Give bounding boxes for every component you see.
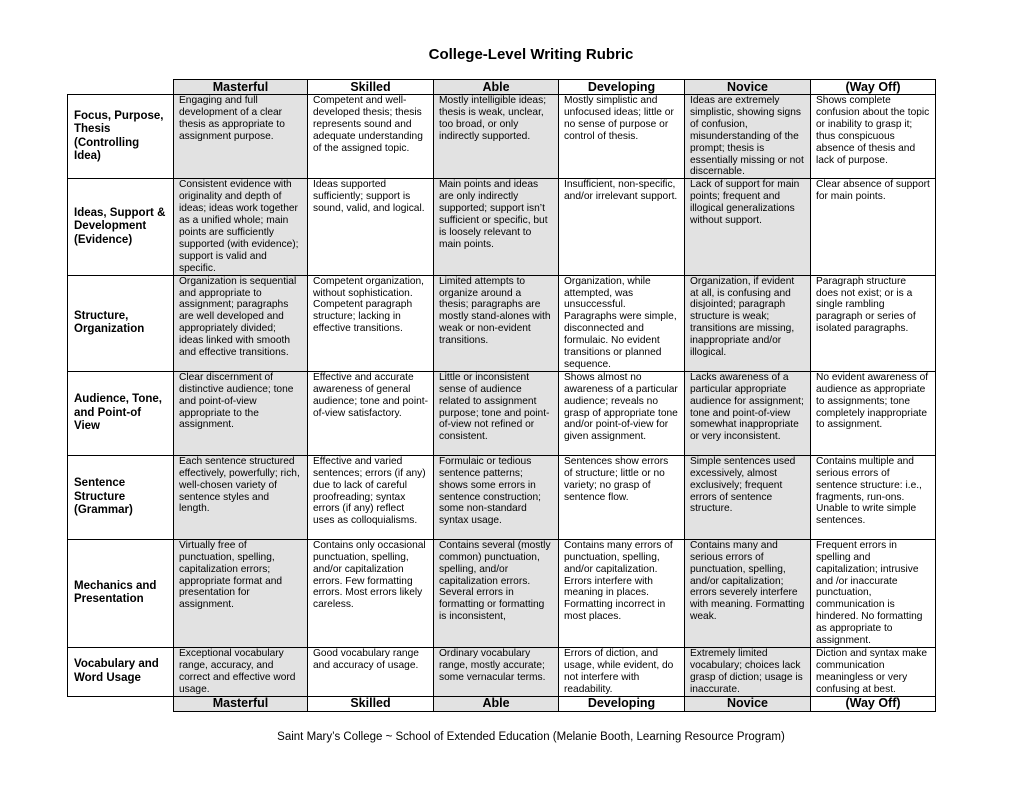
criterion-label: Audience, Tone, and Point-of View [68,371,174,455]
level-footer: Masterful [174,696,308,711]
criterion-label: Focus, Purpose, Thesis (Controlling Idea) [68,95,174,179]
rubric-cell: Contains many and serious errors of punctuation, spelling, and/or capitalization; errors severely interfere with meaning. Formatting weak. [685,539,811,647]
rubric-cell: Little or inconsistent sense of audience related to assignment purpose; tone and point-of-view not refined or consistent. [434,371,559,455]
rubric-cell: Organization, while attempted, was unsuccessful. Paragraphs were simple, disconnected and formulaic. No evident transitions or planned sequence. [559,275,685,371]
rubric-cell: Ideas are extremely simplistic, showing signs of confusion, misunderstanding of the prompt; thesis is essentially missing or not discernable. [685,95,811,179]
rubric-row [68,179,936,275]
rubric-cell: Good vocabulary range and accuracy of usage. [308,648,434,697]
level-header: Novice [685,80,811,95]
rubric-cell: Errors of diction, and usage, while evident, do not interfere with readability. [559,648,685,697]
rubric-cell: Contains multiple and serious errors of sentence structure: i.e., fragments, run-ons. Unable to write simple sentences. [811,455,936,539]
rubric-cell: Clear absence of support for main points. [811,179,936,275]
rubric-cell: Shows complete confusion about the topic or inability to grasp it; thus conspicuous absence of thesis and lack of purpose. [811,95,936,179]
rubric-cell: Ideas supported sufficiently; support is sound, valid, and logical. [308,179,434,275]
rubric-cell: Effective and varied sentences; errors (if any) due to lack of careful proofreading; syntax errors (if any) reflect uses as colloquialisms. [308,455,434,539]
level-header: Skilled [308,80,434,95]
rubric-cell: Simple sentences used excessively, almost exclusively; frequent errors of sentence structure. [685,455,811,539]
level-header: Able [434,80,559,95]
rubric-cell: Consistent evidence with originality and depth of ideas; ideas work together as a unified whole; main points are sufficiently supported (with evidence); support is valid and specific. [174,179,308,275]
footer-header-row [68,696,936,711]
rubric-row [68,539,936,647]
rubric-cell: No evident awareness of audience as appropriate to assignments; tone completely inappropriate to assignment. [811,371,936,455]
rubric-table [67,79,936,712]
rubric-cell: Lack of support for main points; frequent and illogical generalizations without support. [685,179,811,275]
rubric-cell: Organization, if evident at all, is confusing and disjointed; paragraph structure is weak; transitions are missing, inappropriate and/or illogical. [685,275,811,371]
page-footer: Saint Mary’s College ~ School of Extended Education (Melanie Booth, Learning Resource Program) [277,731,785,743]
level-footer: Able [434,696,559,711]
rubric-row [68,648,936,697]
rubric-cell: Insufficient, non-specific, and/or irrelevant support. [559,179,685,275]
rubric-cell: Clear discernment of distinctive audience; tone and point-of-view appropriate to the assignment. [174,371,308,455]
rubric-cell: Engaging and full development of a clear thesis as appropriate to assignment purpose. [174,95,308,179]
rubric-cell: Contains many errors of punctuation, spelling, and/or capitalization. Errors interfere with meaning in places. Formatting incorrect in most places. [559,539,685,647]
rubric-cell: Contains several (mostly common) punctuation, spelling, and/or capitalization errors. Several errors in formatting or formatting is inconsistent, [434,539,559,647]
rubric-cell: Mostly intelligible ideas; thesis is weak, unclear, too broad, or only indirectly supported. [434,95,559,179]
rubric-cell: Diction and syntax make communication meaningless or very confusing at best. [811,648,936,697]
level-footer: Skilled [308,696,434,711]
rubric-row [68,455,936,539]
rubric-cell: Virtually free of punctuation, spelling, capitalization errors; appropriate format and presentation for assignment. [174,539,308,647]
rubric-row [68,275,936,371]
rubric-cell: Shows almost no awareness of a particular audience; reveals no grasp of appropriate tone and/or point-of-view for given assignment. [559,371,685,455]
level-header: (Way Off) [811,80,936,95]
rubric-cell: Exceptional vocabulary range, accuracy, and correct and effective word usage. [174,648,308,697]
criterion-label: Ideas, Support & Development (Evidence) [68,179,174,275]
rubric-cell: Ordinary vocabulary range, mostly accurate; some vernacular terms. [434,648,559,697]
rubric-cell: Main points and ideas are only indirectly supported; support isn’t sufficient or specific, but is loosely relevant to main points. [434,179,559,275]
rubric-cell: Lacks awareness of a particular appropriate audience for assignment; tone and point-of-view somewhat inappropriate or very inconsistent. [685,371,811,455]
rubric-cell: Competent organization, without sophistication. Competent paragraph structure; lacking in effective transitions. [308,275,434,371]
rubric-cell: Contains only occasional punctuation, spelling, and/or capitalization errors. Few formatting errors. Most errors likely careless. [308,539,434,647]
rubric-cell: Limited attempts to organize around a thesis; paragraphs are mostly stand-alones with weak or non-evident transitions. [434,275,559,371]
rubric-cell: Competent and well-developed thesis; thesis represents sound and adequate understanding of the assigned topic. [308,95,434,179]
rubric-cell: Sentences show errors of structure; little or no variety; no grasp of sentence flow. [559,455,685,539]
page-title: College-Level Writing Rubric [428,46,634,63]
level-header: Masterful [174,80,308,95]
level-footer: Developing [559,696,685,711]
rubric-cell: Mostly simplistic and unfocused ideas; little or no sense of purpose or control of thesis. [559,95,685,179]
header-corner [68,80,174,95]
rubric-cell: Formulaic or tedious sentence patterns; shows some errors in sentence construction; some non-standard syntax usage. [434,455,559,539]
footer-corner [68,696,174,711]
rubric-row [68,371,936,455]
rubric-row [68,95,936,179]
header-row [68,80,936,95]
criterion-label: Structure, Organization [68,275,174,371]
rubric-cell: Each sentence structured effectively, powerfully; rich, well-chosen variety of sentence styles and length. [174,455,308,539]
level-footer: (Way Off) [811,696,936,711]
rubric-cell: Effective and accurate awareness of general audience; tone and point-of-view satisfactory. [308,371,434,455]
rubric-cell: Frequent errors in spelling and capitalization; intrusive and /or inaccurate punctuation, communication is hindered. No formatting as appropriate to assignment. [811,539,936,647]
criterion-label: Sentence Structure (Grammar) [68,455,174,539]
criterion-label: Vocabulary and Word Usage [68,648,174,697]
rubric-cell: Paragraph structure does not exist; or is a single rambling paragraph or series of isolated paragraphs. [811,275,936,371]
criterion-label: Mechanics and Presentation [68,539,174,647]
level-footer: Novice [685,696,811,711]
rubric-cell: Organization is sequential and appropriate to assignment; paragraphs are well developed and appropriately divided; ideas linked with smooth and effective transitions. [174,275,308,371]
rubric-cell: Extremely limited vocabulary; choices lack grasp of diction; usage is inaccurate. [685,648,811,697]
level-header: Developing [559,80,685,95]
